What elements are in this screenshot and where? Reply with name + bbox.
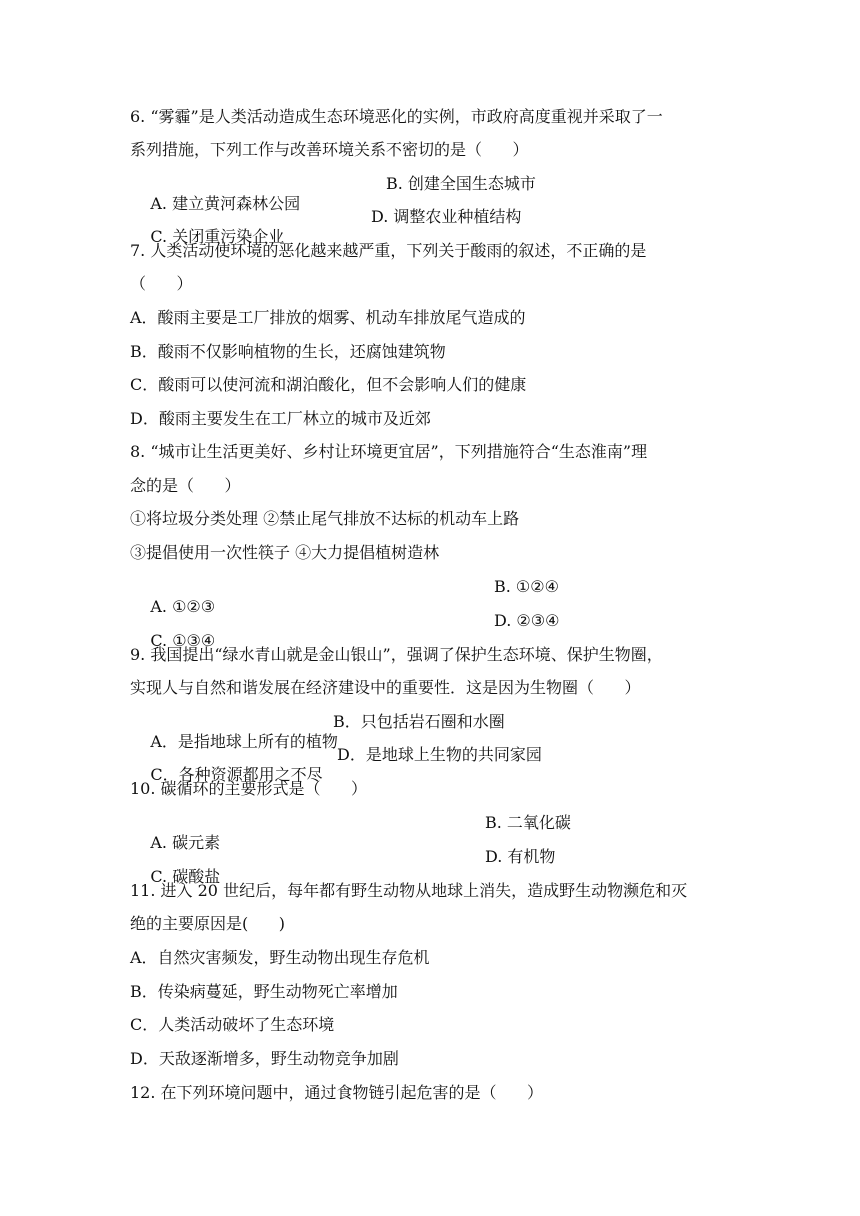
q11-option-c: C．人类活动破坏了生态环境	[130, 1015, 335, 1034]
q8-option-d: D. ②③④	[494, 611, 560, 630]
q7-stem-line1: 7. 人类活动使环境的恶化越来越严重，下列关于酸雨的叙述，不正确的是	[130, 241, 647, 260]
q9-stem-line2: 实现人与自然和谐发展在经济建设中的重要性．这是因为生物圈（ ）	[130, 678, 641, 697]
q11-stem-line2: 绝的主要原因是( )	[130, 914, 286, 933]
q9-option-b: B．只包括岩石圈和水圈	[333, 712, 505, 731]
q6-option-a: A. 建立黄河森林公园	[150, 194, 301, 213]
q12-stem-line1: 12. 在下列环境问题中，通过食物链引起危害的是（ ）	[130, 1083, 544, 1102]
q6-option-d: D. 调整农业种植结构	[371, 207, 522, 226]
q8-option-b: B. ①②④	[494, 577, 559, 596]
q10-option-b: B. 二氧化碳	[485, 813, 571, 832]
q7-stem-line2: （ ）	[130, 274, 193, 293]
q11-option-a: A．自然灾害频发，野生动物出现生存危机	[130, 948, 430, 967]
q11-option-d: D．天敌逐渐增多，野生动物竞争加剧	[130, 1049, 399, 1068]
q11-stem-line1: 11. 进入 20 世纪后，每年都有野生动物从地球上消失，造成野生动物濒危和灭	[130, 881, 688, 900]
q7-option-b: B．酸雨不仅影响植物的生长，还腐蚀建筑物	[130, 342, 446, 361]
q8-stem-line1: 8. “城市让生活更美好、乡村让环境更宜居”，下列措施符合“生态淮南”理	[130, 442, 648, 461]
q8-items-line2: ③提倡使用一次性筷子 ④大力提倡植树造林	[130, 543, 440, 562]
q7-option-a: A．酸雨主要是工厂排放的烟雾、机动车排放尾气造成的	[130, 308, 526, 327]
q9-option-a: A．是指地球上所有的植物	[150, 732, 338, 751]
q8-option-a: A. ①②③	[150, 597, 216, 616]
q10-option-d: D. 有机物	[485, 847, 556, 866]
q10-option-a: A. 碳元素	[150, 833, 221, 852]
q9-option-d: D．是地球上生物的共同家园	[337, 745, 542, 764]
q9-option-c: C．各种资源都用之不尽	[150, 765, 323, 784]
q10-option-c: C. 碳酸盐	[150, 867, 221, 886]
q6-stem-line1: 6. “雾霾”是人类活动造成生态环境恶化的实例，市政府高度重视并采取了一	[130, 107, 663, 126]
q8-items-line1: ①将垃圾分类处理 ②禁止尾气排放不达标的机动车上路	[130, 509, 520, 528]
q6-option-b: B. 创建全国生态城市	[386, 174, 536, 193]
q8-stem-line2: 念的是（ ）	[130, 476, 241, 495]
q8-option-c: C. ①③④	[150, 631, 216, 650]
q7-option-d: D．酸雨主要发生在工厂林立的城市及近郊	[130, 409, 431, 428]
q11-option-b: B．传染病蔓延，野生动物死亡率增加	[130, 982, 398, 1001]
q7-option-c: C．酸雨可以使河流和湖泊酸化，但不会影响人们的健康	[130, 375, 527, 394]
q6-stem-line2: 系列措施，下列工作与改善环境关系不密切的是（ ）	[130, 140, 529, 159]
q6-option-c: C. 关闭重污染企业	[150, 227, 285, 246]
q9-stem-line1: 9. 我国提出“绿水青山就是金山银山”，强调了保护生态环境、保护生物圈，	[130, 645, 663, 664]
q10-stem-line1: 10. 碳循环的主要形式是（ ）	[130, 779, 368, 798]
